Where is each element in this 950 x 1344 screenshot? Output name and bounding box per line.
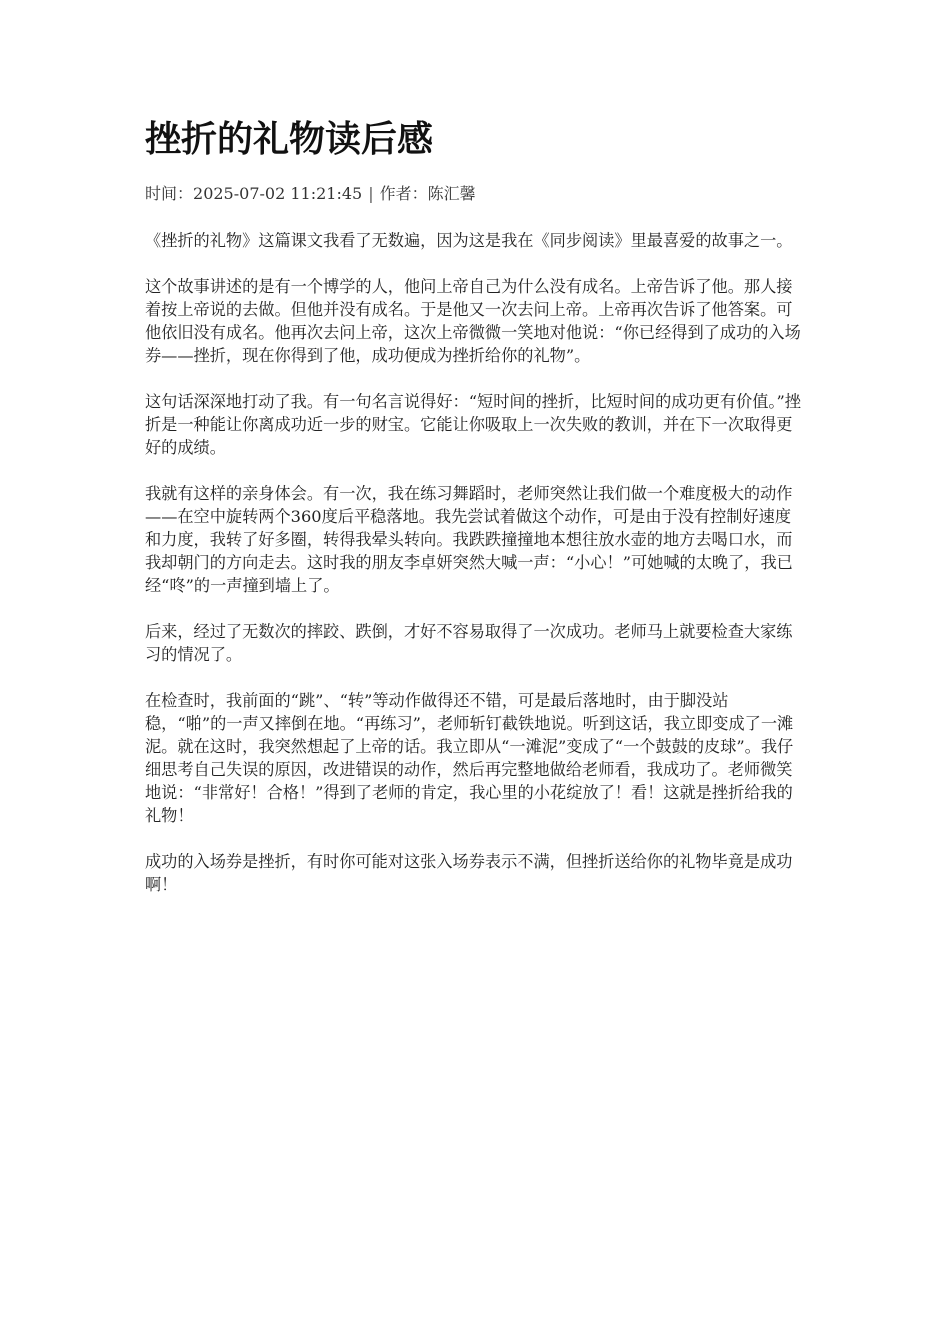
time-label: 时间： (145, 184, 194, 203)
article-body (145, 229, 805, 896)
paragraph-1: 《挫折的礼物》这篇课文我看了无数遍，因为这是我在《同步阅读》里最喜爱的故事之一。 (145, 231, 793, 250)
article (145, 112, 805, 919)
author-name: 陈汇馨 (427, 184, 476, 203)
article-meta (145, 182, 805, 206)
article-title: 挫折的礼物读后感 (145, 119, 434, 160)
paragraph-5: 后来，经过了无数次的摔跤、跌倒，才好不容易取得了一次成功。老师马上就要检查大家练习的情况了。 (145, 622, 793, 664)
paragraph-7: 成功的入场券是挫折，有时你可能对这张入场券表示不满，但挫折送给你的礼物毕竟是成功啊！ (145, 852, 793, 894)
meta-separator: | (368, 184, 374, 203)
paragraph-2: 这个故事讲述的是有一个博学的人，他问上帝自己为什么没有成名。上帝告诉了他。那人接着按上帝说的去做。但他并没有成名。于是他又一次去问上帝。上帝再次告诉了他答案。可他依旧没有成名。他再次去问上帝，这次上帝微微一笑地对他说：“你已经得到了成功的入场券——挫折，现在你得到了他，成功便成为挫折给你的礼物”。 (145, 277, 801, 365)
publish-time: 2025-07-02 11:21:45 (193, 184, 363, 203)
paragraph-3: 这句话深深地打动了我。有一句名言说得好：“短时间的挫折，比短时间的成功更有价值。”挫折是一种能让你离成功近一步的财宝。它能让你吸取上一次失败的教训，并在下一次取得更好的成绩。 (145, 392, 801, 457)
paragraph-4: 我就有这样的亲身体会。有一次，我在练习舞蹈时，老师突然让我们做一个难度极大的动作——在空中旋转两个360度后平稳落地。我先尝试着做这个动作，可是由于没有控制好速度和力度，我转了好多圈，转得我晕头转向。我跌跌撞撞地本想往放水壶的地方去喝口水，而我却朝门的方向走去。这时我的朋友李卓妍突然大喊一声：“小心！”可她喊的太晚了，我已经“咚”的一声撞到墙上了。 (145, 484, 793, 595)
author-label: 作者： (379, 184, 428, 203)
paragraph-6: 在检查时，我前面的“跳”、“转”等动作做得还不错，可是最后落地时，由于脚没站稳，“啪”的一声又摔倒在地。“再练习”，老师斩钉截铁地说。听到这话，我立即变成了一滩泥。就在这时，我突然想起了上帝的话。我立即从“一滩泥”变成了“一个鼓鼓的皮球”。我仔细思考自己失误的原因，改进错误的动作，然后再完整地做给老师看，我成功了。老师微笑地说：“非常好！合格！”得到了老师的肯定，我心里的小花绽放了！看！这就是挫折给我的礼物！ (145, 691, 794, 825)
